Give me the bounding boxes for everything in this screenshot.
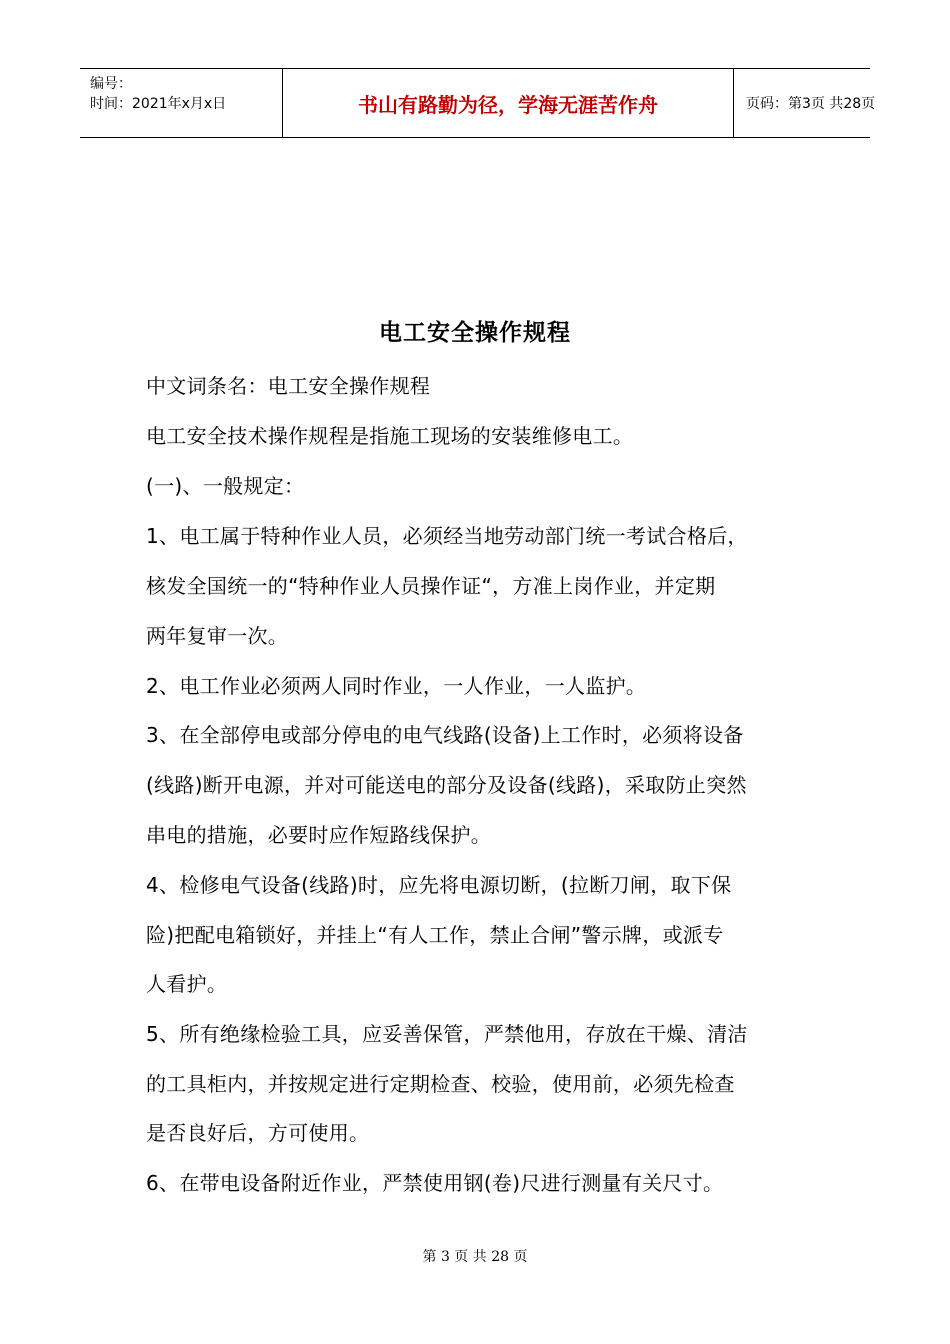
body-line: (一)、一般规定： xyxy=(146,474,305,498)
body-line: 是否良好后，方可使用。 xyxy=(146,1121,370,1145)
header-page-code: 页码：第3页 共28页 xyxy=(746,96,876,112)
number-label: 编号： xyxy=(90,76,132,92)
body-line: 串电的措施，必要时应作短路线保护。 xyxy=(146,823,492,847)
body-line: 人看护。 xyxy=(146,972,228,996)
header-left-cell xyxy=(80,69,282,137)
body-line: (线路)断开电源，并对可能送电的部分及设备(线路)，采取防止突然 xyxy=(146,773,747,797)
body-line: 险)把配电箱锁好，并挂上“有人工作，禁止合闸”警示牌，或派专 xyxy=(146,923,724,947)
body-line: 5、所有绝缘检验工具，应妥善保管，严禁他用，存放在干燥、清洁 xyxy=(146,1022,748,1046)
header-page-cell xyxy=(734,69,876,137)
page-header xyxy=(80,68,876,138)
body-line: 6、在带电设备附近作业，严禁使用钢(卷)尺进行测量有关尺寸。 xyxy=(146,1171,724,1195)
page-footer: 第 3 页 共 28 页 xyxy=(422,1249,528,1265)
body-line: 4、检修电气设备(线路)时，应先将电源切断，(拉断刀闸，取下保 xyxy=(146,873,732,897)
body-line: 电工安全技术操作规程是指施工现场的安装维修电工。 xyxy=(146,424,634,448)
body-line: 2、电工作业必须两人同时作业，一人作业，一人监护。 xyxy=(146,674,647,698)
body-line: 中文词条名：电工安全操作规程 xyxy=(146,374,431,398)
body-line: 两年复审一次。 xyxy=(146,624,289,648)
date-line: 时间：2021年x月x日 xyxy=(90,96,227,112)
motto: 书山有路勤为径，学海无涯苦作舟 xyxy=(358,92,658,117)
body-line: 1、电工属于特种作业人员，必须经当地劳动部门统一考试合格后， xyxy=(146,524,748,548)
header-motto-cell xyxy=(282,69,734,137)
document-title: 电工安全操作规程 xyxy=(379,319,571,346)
body-line: 核发全国统一的“特种作业人员操作证“，方准上岗作业，并定期 xyxy=(146,574,716,598)
body-line: 3、在全部停电或部分停电的电气线路(设备)上工作时，必须将设备 xyxy=(146,723,744,747)
body-line: 的工具柜内，并按规定进行定期检查、校验，使用前，必须先检查 xyxy=(146,1072,735,1096)
